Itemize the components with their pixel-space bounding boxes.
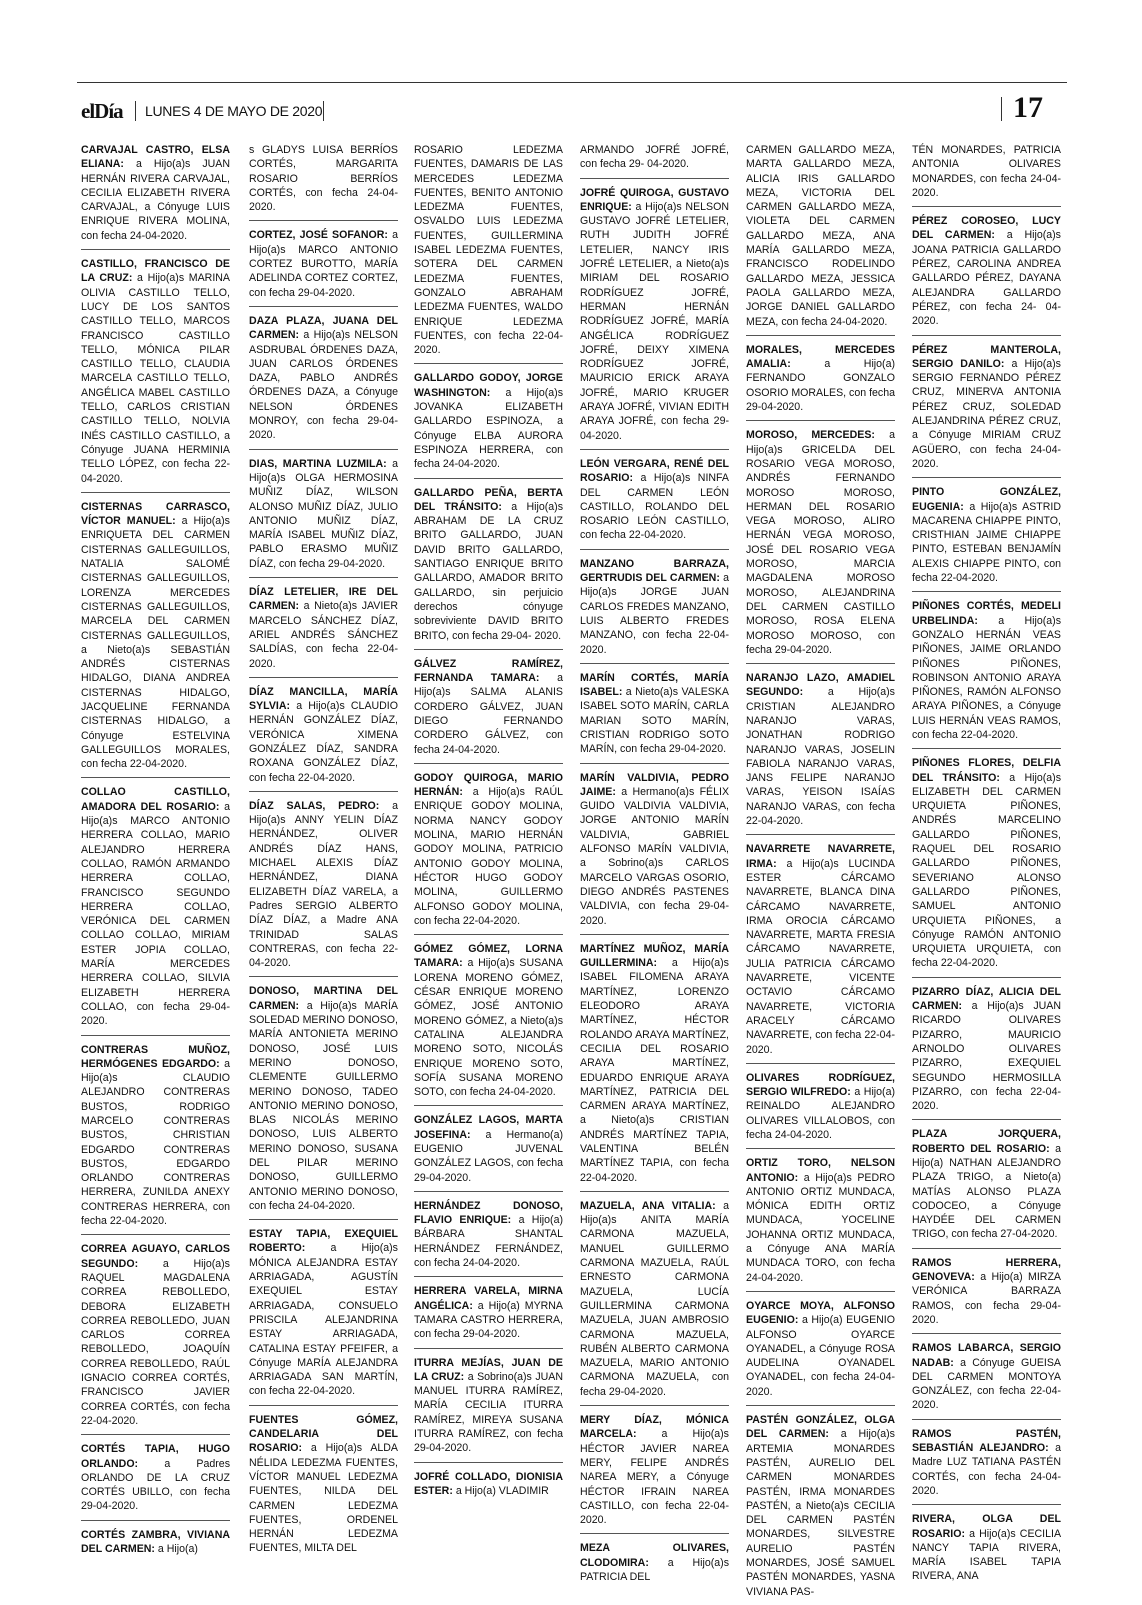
deceased-name: CASTILLO, FRANCISCO DE LA CRUZ: xyxy=(81,258,230,285)
notice-entry xyxy=(580,143,729,179)
page-number: 17 xyxy=(1013,91,1043,124)
notice-entry xyxy=(249,984,398,1220)
notice-entry xyxy=(580,457,729,550)
heirs-text: a Sobrino(a)s JUAN MANUEL ITURRA RAMÍREZ, MARÍA CECILIA ITURRA RAMÍREZ, MIREYA SUSANA ITURRA RAMÍREZ, con fecha 29-04-2020. xyxy=(414,1370,563,1455)
deceased-name: ORTIZ TORO, NELSON ANTONIO: xyxy=(746,1157,895,1184)
heirs-text: a Hijo(a)s PATRICIA DEL xyxy=(580,1556,729,1584)
notice-column-4 xyxy=(580,143,730,1584)
heirs-text: a Hijo(a)s CLAUDIO ALEJANDRO CONTRERAS BUSTOS, RODRIGO MARCELO CONTRERAS BUSTOS, CHRISTIAN EDGARDO CONTRERAS BUSTOS, EDGARDO ORLANDO CONTRERAS HERRERA, ZUNILDA ANEXY CONTRERAS HERRERA, con fecha 22-04-2020. xyxy=(81,1057,230,1228)
heirs-text: a Hijo(a)s MARÍA SOLEDAD MERINO DONOSO, MARÍA ANTONIETA MERINO DONOSO, JOSÉ LUIS MERINO DONOSO, CLEMENTE GUILLERMO MERINO DONOSO, TADEO ANTONIO MERINO DONOSO, BLAS NICOLÁS MERINO DONOSO, LUIS ALBERTO MERINO DONOSO, SUSANA DEL PILAR MERINO DONOSO, GUILLERMO ANTONIO MERINO DONOSO, con fecha 24-04-2020. xyxy=(249,999,398,1212)
notice-entry xyxy=(414,486,563,650)
heirs-text: a Hijo(a) FERNANDO GONZALO OSORIO MORALES, con fecha 29-04-2020. xyxy=(746,358,895,414)
heirs-text: a Hijo(a)s ELIZABETH DEL CARMEN URQUIETA PIÑONES, ANDRÉS MARCELINO GALLARDO PIÑONES, RAQUEL DEL ROSARIO GALLARDO PIÑONES, SEVERIANO ALONSO GALLARDO PIÑONES, SAMUEL ANTONIO URQUIETA PIÑONES, a Cónyuge RAMÓN ANTONIO URQUIETA URQUIETA, con fecha 22-04-2020. xyxy=(912,771,1061,970)
heirs-text: a Hijo(a)s HÉCTOR JAVIER NAREA MERY, FELIPE ANDRÉS NAREA MERY, a Cónyuge HÉCTOR IFRAIN NAREA CASTILLO, con fecha 22-04-2020. xyxy=(580,1428,729,1527)
notice-entry xyxy=(249,585,398,678)
notice-entry xyxy=(249,457,398,578)
notice-entry xyxy=(580,1199,729,1406)
header-top-rule xyxy=(77,82,1067,83)
deceased-name: DÍAZ LETELIER, IRE DEL CARMEN: xyxy=(249,586,398,613)
deceased-name: PÉREZ COROSEO, LUCY DEL CARMEN: xyxy=(912,215,1061,242)
heirs-text: a Hijo(a)s NELSON GUSTAVO JOFRÉ LETELIER, RUTH JUDITH JOFRÉ LETELIER, NANCY IRIS JOFRÉ LETELIER, a Nieto(a)s MIRIAM DEL ROSARIO RODRÍGUEZ JOFRÉ, HERMAN HERNÁN RODRÍGUEZ JOFRÉ, MARÍA ANGÉLICA RODRÍGUEZ JOFRÉ, DEIXY XIMENA RODRÍGUEZ JOFRÉ, MAURICIO ERICK ARAYA JOFRÉ, MARIO KRUGER ARAYA JOFRÉ, VIVIAN EDITH ARAYA JOFRÉ, con fecha 29-04-2020. xyxy=(580,200,729,442)
notice-entry xyxy=(414,1470,563,1505)
heirs-text: CARMEN GALLARDO MEZA, MARTA GALLARDO MEZA, ALICIA IRIS GALLARDO MEZA, VICTORIA DEL CARMEN GALLARDO MEZA, VIOLETA DEL CARMEN GALLARDO MEZA, ANA MARÍA GALLARDO MEZA, FRANCISCO RODELINDO GALLARDO MEZA, JESSICA PAOLA GALLARDO MEZA, JORGE DANIEL GALLARDO MEZA, con fecha 24-04-2020. xyxy=(746,144,895,328)
heirs-text: a Hijo(a)s OLGA HERMOSINA MUÑIZ DÍAZ, WILSON ALONSO MUÑIZ DÍAZ, JULIO ANTONIO MUÑIZ DÍAZ, MARÍA ISABEL MUÑIZ DÍAZ, PABLO ERASMO MUÑIZ DÍAZ, con fecha 29-04-2020. xyxy=(249,457,398,570)
notice-entry xyxy=(414,143,563,364)
deceased-name: OLIVARES RODRÍGUEZ, SERGIO WILFREDO: xyxy=(746,1071,895,1099)
heirs-text: a Hermano(a) EUGENIO JUVENAL GONZÁLEZ LAGOS, con fecha 29-04-2020. xyxy=(414,1128,563,1184)
heirs-text: a Hijo(a)s MARCO ANTONIO HERRERA COLLAO, MARIO ALEJANDRO HERRERA COLLAO, RAMÓN ARMANDO HERRERA COLLAO, FRANCISCO SEGUNDO HERRERA COLLAO, VERÓNICA DEL CARMEN COLLAO COLLAO, MIRIAM ESTER JOPIA COLLAO, MARÍA MERCEDES HERRERA COLLAO, SILVIA ELIZABETH HERRERA COLLAO, con fecha 29-04-2020. xyxy=(81,800,230,1028)
header-divider xyxy=(323,101,324,121)
notice-entry xyxy=(580,186,729,450)
notice-entry xyxy=(912,599,1061,749)
deceased-name: RAMOS HERRERA, GENOVEVA: xyxy=(912,1256,1061,1284)
heirs-text: a Hijo(a) MIRZA VERÓNICA BARRAZA RAMOS, con fecha 29-04- 2020. xyxy=(912,1271,1061,1326)
deceased-name: MANZANO BARRAZA, GERTRUDIS DEL CARMEN: xyxy=(580,557,729,585)
deceased-name: CISTERNAS CARRASCO, VÍCTOR MANUEL: xyxy=(81,500,230,528)
heirs-text: a Hijo(a)s RAÚL ENRIQUE GODOY MOLINA, NORMA NANCY GODOY MOLINA, MARIO HERNÁN GODOY MOLINA, PATRICIO ANTONIO GODOY MOLINA, HÉCTOR HUGO GODOY MOLINA, GUILLERMO ALFONSO GODOY MOLINA, con fecha 22-04-2020. xyxy=(414,786,564,927)
notice-column-3 xyxy=(414,143,563,1523)
heirs-text: a Hijo(a) MYRNA TAMARA CASTRO HERRERA, con fecha 29-04-2020. xyxy=(414,1299,563,1341)
notice-entry xyxy=(81,500,230,779)
deceased-name: CONTRERAS MUÑOZ, HERMÓGENES EDGARDO: xyxy=(81,1043,230,1070)
heirs-text: a Hijo(a)s RAQUEL MAGDALENA CORREA REBOLLEDO, DEBORA ELIZABETH CORREA REBOLLEDO, JUAN CARLOS CORREA REBOLLEDO, JOAQUÍN CORREA REBOLLEDO, RAÚL IGNACIO CORREA CORTÉS, FRANCISCO JAVIER CORREA CORTÉS, con fecha 22-04-2020. xyxy=(81,1257,230,1427)
notice-entry xyxy=(249,228,398,306)
deceased-name: JOFRÉ COLLADO, DIONISIA ESTER: xyxy=(414,1470,563,1497)
heirs-text: a Hijo(a)s PEDRO ANTONIO ORTIZ MUNDACA, MÓNICA EDITH ORTIZ MUNDACA, YOCELINE JOHANNA ORTIZ MUNDACA, a Cónyuge ANA MARÍA MUNDACA TORO, con fecha 24-04-2020. xyxy=(746,1171,895,1284)
notice-entry xyxy=(81,1242,230,1435)
notice-entry xyxy=(912,985,1061,1121)
deceased-name: CORTEZ, JOSÉ SOFANOR: xyxy=(249,229,388,242)
deceased-name: MARTÍNEZ MUÑOZ, MARÍA GUILLERMINA: xyxy=(580,942,729,970)
notice-entry xyxy=(249,1227,398,1406)
heirs-text: a Hijo(a)s JOVANKA ELIZABETH GALLARDO ESPINOZA, a Cónyuge ELBA AURORA ESPINOZA HERRERA, con fecha 24-04-2020. xyxy=(414,386,563,471)
heirs-text: a Hijo(a) BÁRBARA SHANTAL HERNÁNDEZ FERNÁNDEZ, con fecha 24-04-2020. xyxy=(414,1214,563,1270)
deceased-name: PLAZA JORQUERA, ROBERTO DEL ROSARIO: xyxy=(912,1128,1061,1155)
deceased-name: PÉREZ MANTEROLA, SERGIO DANILO: xyxy=(912,343,1061,370)
deceased-name: FUENTES GÓMEZ, CANDELARIA DEL ROSARIO: xyxy=(249,1413,398,1455)
page-header xyxy=(77,91,1067,125)
notice-entry xyxy=(414,771,563,935)
deceased-name: NAVARRETE NAVARRETE, IRMA: xyxy=(746,843,895,870)
deceased-name: NARANJO LAZO, AMADIEL SEGUNDO: xyxy=(746,672,895,699)
heirs-text: TÉN MONARDES, PATRICIA ANTONIA OLIVARES MONARDES, con fecha 24-04-2020. xyxy=(912,144,1061,199)
deceased-name: HERRERA VARELA, MIRNA ANGÉLICA: xyxy=(414,1285,563,1312)
heirs-text: a Hijo(a)s LUCINDA ESTER CÁRCAMO NAVARRETE, BLANCA DINA CÁRCAMO NAVARRETE, IRMA OROCIA CÁRCAMO NAVARRETE, MARTA FRESIA CÁRCAMO NAVARRETE, JULIA PATRICIA CÁRCAMO NAVARRETE, VICENTE OCTAVIO CÁRCAMO NAVARRETE, VICTORIA ARACELY CÁRCAMO NAVARRETE, con fecha 22-04-2020. xyxy=(746,857,895,1056)
notice-entry xyxy=(249,314,398,450)
heirs-text: a Hijo(a)s SALMA ALANIS CORDERO GÁLVEZ, JUAN DIEGO FERNANDO CORDERO GÁLVEZ, con fecha 24-04-2020. xyxy=(414,672,563,756)
deceased-name: GONZÁLEZ LAGOS, MARTA JOSEFINA: xyxy=(414,1114,563,1141)
notice-entry xyxy=(81,785,230,1035)
deceased-name: DAZA PLAZA, JUANA DEL CARMEN: xyxy=(249,314,398,342)
notice-entry xyxy=(912,143,1061,207)
issue-date: LUNES 4 DE MAYO DE 2020 xyxy=(145,103,323,119)
newspaper-logo: elDía xyxy=(81,99,123,123)
notice-entry xyxy=(912,485,1061,592)
heirs-text: a Hijo(a)s ARTEMIA MONARDES PASTÉN, AURELIO DEL CARMEN MONARDES PASTÉN, IRMA MONARDES PASTÉN, a Nieto(a)s CECILIA DEL CARMEN PASTÉN MONARDES, SILVESTRE AURELIO PASTÉN MONARDES, JOSÉ SAMUEL PASTÉN MONARDES, YASNA VIVIANA PAS- xyxy=(746,1428,895,1598)
notice-entry xyxy=(912,1341,1061,1419)
heirs-text: a Hijo(a)s CECILIA NANCY TAPIA RIVERA, MARÍA ISABEL TAPIA RIVERA, ANA xyxy=(912,1527,1062,1583)
heirs-text: a Hijo(a)s SUSANA LORENA MORENO GÓMEZ, CÉSAR ENRIQUE MORENO GÓMEZ, JOSÉ ANTONIO MORENO GÓMEZ, a Nieto(a)s CATALINA ALEJANDRA MORENO SOTO, NICOLÁS ENRIQUE MORENO SOTO, SOFÍA SUSANA MORENO SOTO, con fecha 24-04-2020. xyxy=(414,957,563,1099)
deceased-name: GALLARDO PEÑA, BERTA DEL TRÁNSITO: xyxy=(414,486,563,513)
deceased-name: MARÍN CORTÉS, MARÍA ISABEL: xyxy=(580,671,729,699)
deceased-name: DONOSO, MARTINA DEL CARMEN: xyxy=(249,985,398,1012)
heirs-text: a Cónyuge GUEISA DEL CARMEN MONTOYA GONZÁLEZ, con fecha 22-04-2020. xyxy=(912,1356,1061,1412)
notice-entry xyxy=(746,143,895,336)
deceased-name: MARÍN VALDIVIA, PEDRO JAIME: xyxy=(580,771,729,798)
notice-entry xyxy=(746,343,895,421)
notice-entry xyxy=(580,557,729,664)
notice-column-1 xyxy=(81,143,230,1556)
deceased-name: PASTÉN GONZÁLEZ, OLGA DEL CARMEN: xyxy=(746,1414,895,1441)
notice-entry xyxy=(746,671,895,835)
notice-entry xyxy=(746,1299,895,1406)
notice-column-6 xyxy=(912,143,1062,1583)
heirs-text: a Hijo(a) REINALDO ALEJANDRO OLIVARES VILLALOBOS, con fecha 24-04-2020. xyxy=(746,1086,895,1141)
notice-entry xyxy=(414,657,563,764)
notice-entry xyxy=(580,771,729,935)
heirs-text: ROSARIO LEDEZMA FUENTES, DAMARIS DE LAS MERCEDES LEDEZMA FUENTES, BENITO ANTONIO LEDEZMA FUENTES, OSVALDO LUIS LEDEZMA FUENTES, GUILLERMINA ISABEL LEDEZMA FUENTES, SOTERA DEL CARMEN LEDEZMA FUENTES, GONZALO ABRAHAM LEDEZMA FUENTES, WALDO ENRIQUE LEDEZMA FUENTES, con fecha 22-04-2020. xyxy=(414,144,563,357)
heirs-text: a Hijo(a) NATHAN ALEJANDRO PLAZA TRIGO, a Nieto(a) MATÍAS ALONSO PLAZA CODOCEO, a Cónyuge HAYDÉE DEL CARMEN TRIGO, con fecha 27-04-2020. xyxy=(912,1142,1061,1241)
deceased-name: MAZUELA, ANA VITALIA: xyxy=(580,1199,716,1212)
deceased-name: MERY DÍAZ, MÓNICA MARCELA: xyxy=(580,1414,729,1441)
heirs-text: a Hijo(a) xyxy=(157,1543,198,1556)
notice-entry xyxy=(81,257,230,493)
heirs-text: a Hijo(a)s GRICELDA DEL ROSARIO VEGA MOROSO, ANDRÉS FERNANDO MOROSO MOROSO, HERMAN DEL ROSARIO VEGA MOROSO, ALIRO HERNÁN VEGA MOROSO, JOSÉ DEL ROSARIO VEGA MOROSO, MARCIA MAGDALENA MOROSO MOROSO, ALEJANDRINA DEL CARMEN CASTILLO MOROSO, ROSA ELENA MOROSO MOROSO, con fecha 29-04-2020. xyxy=(746,429,895,656)
deceased-name: CORTÉS ZAMBRA, VIVIANA DEL CARMEN: xyxy=(81,1528,230,1556)
header-divider xyxy=(1001,97,1002,121)
deceased-name: GÓMEZ GÓMEZ, LORNA TAMARA: xyxy=(414,943,563,970)
header-divider xyxy=(135,101,136,121)
heirs-text: a Hijo(a)s ASTRID MACARENA CHIAPPE PINTO, CRISTHIAN JAIME CHIAPPE PINTO, ESTEBAN BENJAMÍN ALEXIS CHIAPPE PINTO, con fecha 22-04-2020. xyxy=(912,500,1061,585)
deceased-name: MORALES, MERCEDES AMALIA: xyxy=(746,343,895,371)
deceased-name: JOFRÉ QUIROGA, GUSTAVO ENRIQUE: xyxy=(580,186,729,213)
notice-entry xyxy=(414,942,563,1106)
deceased-name: RAMOS LABARCA, SERGIO NADAB: xyxy=(912,1342,1061,1369)
deceased-name: GALLARDO GODOY, JORGE WASHINGTON: xyxy=(414,372,563,399)
deceased-name: RIVERA, OLGA DEL ROSARIO: xyxy=(912,1513,1061,1540)
notice-entry xyxy=(746,428,895,664)
notice-entry xyxy=(912,1427,1061,1505)
notice-entry xyxy=(249,685,398,792)
heirs-text: a Hijo(a)s CRISTIAN ALEJANDRO NARANJO VARAS, JONATHAN RODRIGO NARANJO VARAS, JOSELIN FABIOLA NARANJO VARAS, JANS FELIPE NARANJO VARAS, YEISON ISAÍAS NARANJO VARAS, con fecha 22-04-2020. xyxy=(746,686,895,828)
notice-column-5 xyxy=(746,143,895,1598)
notice-entry xyxy=(81,1442,230,1520)
notice-entry xyxy=(249,799,398,978)
deceased-name: HERNÁNDEZ DONOSO, FLAVIO ENRIQUE: xyxy=(414,1199,563,1227)
notice-entry xyxy=(414,1113,563,1191)
heirs-text: a Hijo(a)s JUAN HERNÁN RIVERA CARVAJAL, CECILIA ELIZABETH RIVERA CARVAJAL, a Cónyuge LUIS ENRIQUE RIVERA MOLINA, con fecha 24-04-2020. xyxy=(81,158,230,242)
notice-entry xyxy=(912,343,1061,479)
deceased-name: LEÓN VERGARA, RENÉ DEL ROSARIO: xyxy=(580,457,729,485)
notice-entry xyxy=(81,143,230,250)
deceased-name: GODOY QUIROGA, MARIO HERNÁN: xyxy=(414,771,563,799)
heirs-text: a Hijo(a)s MARINA OLIVIA CASTILLO TELLO, LUCY DE LOS SANTOS CASTILLO TELLO, MARCOS FRANCISCO CASTILLO TELLO, MÓNICA PILAR CASTILLO TELLO, CLAUDIA MARCELA CASTILLO TELLO, ANGÉLICA MABEL CASTILLO TELLO, CARLOS CRISTIAN CASTILLO TELLO, NOLVIA INÉS CASTILLO CASTILLO, a Cónyuge JUANA HERMINIA TELLO LÓPEZ, con fecha 22-04-2020. xyxy=(81,272,230,485)
heirs-text: a Madre LUZ TATIANA PASTÉN CORTÉS, con fecha 24-04-2020. xyxy=(912,1442,1061,1497)
heirs-text: a Padres ORLANDO DE LA CRUZ CORTÉS UBILLO, con fecha 29-04-2020. xyxy=(81,1457,230,1513)
heirs-text: a Hijo(a)s MARCO ANTONIO CORTEZ BUROTTO, MARÍA ADELINDA CORTEZ CORTEZ, con fecha 29-04-2020. xyxy=(249,229,398,299)
notice-entry xyxy=(746,842,895,1063)
notice-entry xyxy=(414,371,563,478)
heirs-text: a Hijo(a)s ISABEL FILOMENA ARAYA MARTÍNEZ, LORENZO ELEODORO ARAYA MARTÍNEZ, HÉCTOR ROLANDO ARAYA MARTÍNEZ, CECILIA DEL ROSARIO ARAYA MARTÍNEZ, EDUARDO ENRIQUE ARAYA MARTÍNEZ, PATRICIA DEL CARMEN ARAYA MARTÍNEZ, a Nieto(a)s CRISTIAN ANDRÉS MARTÍNEZ TAPIA, VALENTINA BELÉN MARTÍNEZ TAPIA, con fecha 22-04-2020. xyxy=(580,957,729,1184)
heirs-text: a Nieto(a)s VALESKA ISABEL SOTO MARÍN, CARLA MARIAN SOTO MARÍN, CRISTIAN RODRIGO SOTO MARÍN, con fecha 29-04-2020. xyxy=(580,686,729,756)
deceased-name: DÍAZ MANCILLA, MARÍA SYLVIA: xyxy=(249,685,398,713)
deceased-name: PIÑONES CORTÉS, MEDELI URBELINDA: xyxy=(912,600,1061,627)
heirs-text: a Hijo(a)s SERGIO FERNANDO PÉREZ CRUZ, MINERVA ANTONIA PÉREZ CRUZ, SOLEDAD ALEJANDRINA PÉREZ CRUZ, a Cónyuge MIRIAM CRUZ AGÜERO, con fecha 24-04-2020. xyxy=(912,357,1061,470)
notice-entry xyxy=(414,1199,563,1277)
heirs-text: a Hijo(a)s ANITA MARÍA CARMONA MAZUELA, MANUEL GUILLERMO CARMONA MAZUELA, RAÚL ERNESTO CARMONA MAZUELA, LUCÍA GUILLERMINA CARMONA MAZUELA, JUAN AMBROSIO CARMONA MAZUELA, RUBÉN ALBERTO CARMONA MAZUELA, MARIO ANTONIO CARMONA MAZUELA, con fecha 29-04-2020. xyxy=(580,1199,729,1398)
deceased-name: MEZA OLIVARES, CLODOMIRA: xyxy=(580,1542,729,1569)
notice-column-2 xyxy=(249,143,398,1555)
notice-entry xyxy=(580,671,729,764)
deceased-name: ITURRA MEJÍAS, JUAN DE LA CRUZ: xyxy=(414,1356,563,1383)
notice-entry xyxy=(580,1413,729,1534)
deceased-name: PIZARRO DÍAZ, ALICIA DEL CARMEN: xyxy=(912,985,1061,1013)
heirs-text: a Hijo(a)s CLAUDIO HERNÁN GONZÁLEZ DÍAZ, VERÓNICA XIMENA GONZÁLEZ DÍAZ, SANDRA ROXANA GONZÁLEZ DÍAZ, con fecha 22-04-2020. xyxy=(249,700,398,784)
heirs-text: a Hijo(a)s NELSON ASDRUBAL ÓRDENES DAZA, JUAN CARLOS ÓRDENES DAZA, PABLO ANDRÉS ÓRDENES DAZA, a Cónyuge NELSON ÓRDENES MONROY, con fecha 29-04-2020. xyxy=(249,329,398,442)
notice-entry xyxy=(414,1284,563,1348)
heirs-text: a Hijo(a)s ABRAHAM DE LA CRUZ BRITO GALLARDO, JUAN DAVID BRITO GALLARDO, SANTIAGO ENRIQUE BRITO GALLARDO, AMADOR BRITO GALLARDO, sin perjuicio derechos cónyuge sobreviviente DAVID BRITO BRITO, con fecha 29-04- 2020. xyxy=(414,500,563,642)
notice-entry xyxy=(746,1413,895,1605)
heirs-text: a Hijo(a)s NINFA DEL CARMEN LEÓN CASTILLO, ROLANDO DEL ROSARIO LEÓN CASTILLO, con fecha 22-04-2020. xyxy=(580,472,729,542)
notice-entry xyxy=(414,1356,563,1463)
notice-entry xyxy=(81,1528,230,1563)
deceased-name: DIAS, MARTINA LUZMILA: xyxy=(249,457,387,470)
heirs-text: a Hijo(a)s GONZALO HERNÁN VEAS PIÑONES, JAIME ORLANDO PIÑONES PIÑONES, ROBINSON ANTONIO ARAYA PIÑONES, RAMÓN ALFONSO ARAYA PIÑONES, a Cónyuge LUIS HERNÁN VEAS RAMOS, con fecha 22-04-2020. xyxy=(912,614,1061,741)
deceased-name: COLLAO CASTILLO, AMADORA DEL ROSARIO: xyxy=(81,786,230,813)
notice-entry xyxy=(249,1413,398,1562)
deceased-name: CARVAJAL CASTRO, ELSA ELIANA: xyxy=(81,144,230,171)
deceased-name: PINTO GONZÁLEZ, EUGENIA: xyxy=(912,486,1061,513)
notice-entry xyxy=(912,1512,1061,1589)
notice-entry xyxy=(580,1541,729,1590)
heirs-text: a Hijo(a)s ENRIQUETA DEL CARMEN CISTERNAS GALLEGUILLOS, NATALIA SALOMÉ CISTERNAS GALLEGUILLOS, LORENZA MERCEDES CISTERNAS GALLEGUILLOS, MARCELA DEL CARMEN CISTERNAS GALLEGUILLOS, a Nieto(a)s SEBASTIÁN ANDRÉS CISTERNAS HIDALGO, DIANA ANDREA CISTERNAS HIDALGO, JACQUELINE FERNANDA CISTERNAS HIDALGO, a Cónyuge ESTELVINA GALLEGUILLOS MORALES, con fecha 22-04-2020. xyxy=(81,515,230,771)
notice-entry xyxy=(249,143,398,221)
deceased-name: CORREA AGUAYO, CARLOS SEGUNDO: xyxy=(81,1243,230,1270)
heirs-text: a Hijo(a)s ALDA NÉLIDA LEDEZMA FUENTES, VÍCTOR MANUEL LEDEZMA FUENTES, NILDA DEL CARMEN LEDEZMA FUENTES, ORDENEL HERNÁN LEDEZMA FUENTES, MILTA DEL xyxy=(249,1442,398,1555)
notice-entry xyxy=(912,1256,1061,1334)
notice-entry xyxy=(746,1071,895,1149)
deceased-name: MOROSO, MERCEDES: xyxy=(746,429,875,442)
deceased-name: DÍAZ SALAS, PEDRO: xyxy=(249,799,380,812)
heirs-text: ARMANDO JOFRÉ JOFRÉ, con fecha 29- 04-2020. xyxy=(580,144,729,171)
deceased-name: OYARCE MOYA, ALFONSO EUGENIO: xyxy=(746,1299,895,1327)
heirs-text: a Hijo(a)s JORGE JUAN CARLOS FREDES MANZANO, LUIS ALBERTO FREDES MANZANO, con fecha 22-04-2020. xyxy=(580,572,729,656)
heirs-text: a Hijo(a)s JOANA PATRICIA GALLARDO PÉREZ, CAROLINA ANDREA GALLARDO PÉREZ, DAYANA ALEJANDRA GALLARDO PÉREZ, con fecha 24- 04-2020. xyxy=(912,229,1061,328)
heirs-text: a Hijo(a) VLADIMIR xyxy=(455,1484,549,1497)
deceased-name: PIÑONES FLORES, DELFIA DEL TRÁNSITO: xyxy=(912,757,1061,784)
notice-entry xyxy=(580,942,729,1192)
heirs-text: s GLADYS LUISA BERRÍOS CORTÉS, MARGARITA ROSARIO BERRÍOS CORTÉS, con fecha 24-04-2020. xyxy=(249,144,398,214)
heirs-text: a Hijo(a)s ANNY YELIN DÍAZ HERNÁNDEZ, OLIVER ANDRÉS DÍAZ HANS, MICHAEL ALEXIS DÍAZ HERNÁNDEZ, DIANA ELIZABETH DÍAZ VARELA, a Padres SERGIO ALBERTO DÍAZ DÍAZ, a Madre ANA TRINIDAD SALAS CONTRERAS, con fecha 22-04-2020. xyxy=(249,799,398,970)
notice-entry xyxy=(912,214,1061,335)
heirs-text: a Hijo(a)s JUAN RICARDO OLIVARES PIZARRO, MAURICIO ARNOLDO OLIVARES PIZARRO, EXEQUIEL SEGUNDO HERMOSILLA PIZARRO, con fecha 22-04- 2020. xyxy=(912,1000,1061,1113)
heirs-text: a Nieto(a)s JAVIER MARCELO SÁNCHEZ DÍAZ, ARIEL ANDRÉS SÁNCHEZ SALDÍAS, con fecha 22-04-2020. xyxy=(249,600,398,670)
notice-entry xyxy=(912,756,1061,977)
notice-entry xyxy=(81,1043,230,1236)
deceased-name: ESTAY TAPIA, EXEQUIEL ROBERTO: xyxy=(249,1228,398,1255)
notice-entry xyxy=(912,1127,1061,1248)
heirs-text: a Hijo(a) EUGENIO ALFONSO OYARCE OYANADEL, a Cónyuge ROSA AUDELINA OYANADEL OYANADEL, con fecha 24-04-2020. xyxy=(746,1314,895,1398)
deceased-name: CORTÉS TAPIA, HUGO ORLANDO: xyxy=(81,1443,230,1470)
notice-entry xyxy=(746,1156,895,1292)
deceased-name: GÁLVEZ RAMÍREZ, FERNANDA TAMARA: xyxy=(414,657,563,685)
heirs-text: a Hermano(a)s FÉLIX GUIDO VALDIVIA VALDIVIA, JORGE ANTONIO MARÍN VALDIVIA, GABRIEL ALFONSO MARÍN VALDIVIA, a Sobrino(a)s CARLOS MARCELO VARGAS OSORIO, DIEGO ANDRÉS PASTENES VALDIVIA, con fecha 29-04-2020. xyxy=(580,785,730,927)
heirs-text: a Hijo(a)s MÓNICA ALEJANDRA ESTAY ARRIAGADA, AGUSTÍN EXEQUIEL ESTAY ARRIAGADA, CONSUELO PRISCILA ALEJANDRINA ESTAY ARRIAGADA, CATALINA ESTAY PFEIFER, a Cónyuge MARÍA ALEJANDRA ARRIAGADA SAN MARTÍN, con fecha 22-04-2020. xyxy=(249,1242,398,1398)
deceased-name: RAMOS PASTÉN, SEBASTIÁN ALEJANDRO: xyxy=(912,1427,1061,1455)
